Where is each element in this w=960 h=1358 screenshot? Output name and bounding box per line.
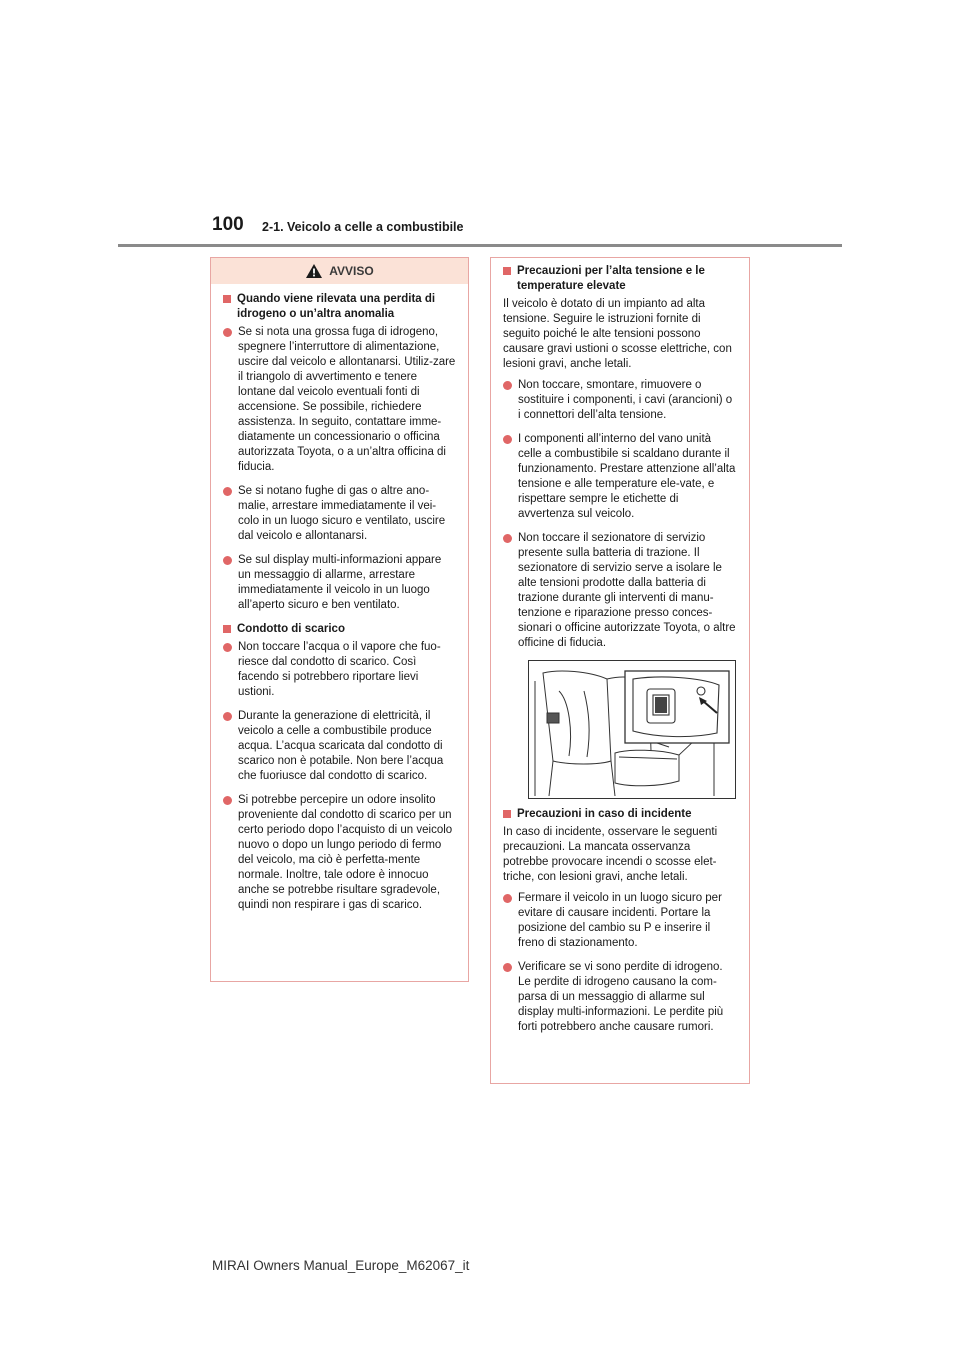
rear-seat-service-plug-illustration	[528, 660, 736, 799]
warning-box	[210, 257, 469, 982]
paragraph: In caso di incidente, osservare le seguenti precauzioni. La mancata osservanza potrebbe provocare incendi o scosse elet-triche, con lesioni gravi, anche letali.	[503, 826, 718, 883]
list-item: Non toccare l’acqua o il vapore che fuo-riesce dal condotto di scarico. Così facendo si potrebbero riportare lievi ustioni.	[223, 640, 456, 700]
section-heading: Condotto di scarico	[223, 622, 456, 637]
section-heading: Quando viene rilevata una perdita di idrogeno o un’altra anomalia	[223, 292, 456, 322]
section-heading: Precauzioni in caso di incidente	[503, 807, 737, 822]
page-number: 100	[212, 214, 244, 235]
round-bullet-icon	[503, 894, 512, 903]
list-item: Non toccare, smontare, rimuovere o sostituire i componenti, i cavi (arancioni) o i connettori dell’alta tensione.	[503, 378, 737, 423]
round-bullet-icon	[223, 487, 232, 496]
square-bullet-icon	[223, 625, 231, 633]
rear-seat-drawing	[529, 661, 735, 798]
warning-box-continued	[490, 257, 750, 1084]
list-item: Se sul display multi-informazioni appare un messaggio di allarme, arrestare immediatamente il veicolo in un luogo all’aperto sicuro e ben ventilato.	[223, 553, 456, 613]
footer-manual-id: MIRAI Owners Manual_Europe_M62067_it	[212, 1258, 470, 1273]
round-bullet-icon	[503, 381, 512, 390]
list-item: Se si nota una grossa fuga di idrogeno, spegnere l’interruttore di alimentazione, uscire dal veicolo e allontanarsi. Utiliz-zare il triangolo di avvertimento e tenere lontane dal veicolo eventuali fonti di accensione. Se possibile, richiedere assistenza. In seguito, contattare imme-diatamente un concessionario o officina autorizzata Toyota, o a un’altra officina di fiducia.	[223, 325, 456, 475]
list-item: Durante la generazione di elettricità, il veicolo a celle a combustibile produce acqua. L’acqua scaricata dal condotto di scarico non è potabile. Non bere l’acqua che fuoriusce dal condotto di scarico.	[223, 709, 456, 784]
round-bullet-icon	[503, 435, 512, 444]
warning-header	[211, 258, 468, 284]
square-bullet-icon	[503, 267, 511, 275]
square-bullet-icon	[503, 810, 511, 818]
round-bullet-icon	[223, 643, 232, 652]
round-bullet-icon	[223, 328, 232, 337]
list-item: I componenti all’interno del vano unità celle a combustibile si scaldano durante il funzionamento. Prestare attenzione all’alta tensione e alle temperature ele-vate, e rispettare sempre le etichette di avvertenza sul veicolo.	[503, 432, 737, 522]
section-title: 2-1. Veicolo a celle a combustibile	[262, 220, 464, 234]
section-heading: Precauzioni per l’alta tensione e le temperature elevate	[503, 264, 737, 294]
round-bullet-icon	[503, 534, 512, 543]
round-bullet-icon	[223, 796, 232, 805]
round-bullet-icon	[223, 712, 232, 721]
round-bullet-icon	[223, 556, 232, 565]
list-item: Verificare se vi sono perdite di idrogeno. Le perdite di idrogeno causano la com-parsa di un messaggio di allarme sul display multi-informazioni. Le perdite più forti potrebbero anche causare rumori.	[503, 960, 737, 1035]
round-bullet-icon	[503, 963, 512, 972]
list-item: Non toccare il sezionatore di servizio presente sulla batteria di trazione. Il sezionatore di servizio serve a isolare le alte tensioni prodotte dalla batteria di trazione durante gli interventi di manu-tenzione e riparazione presso conces-sionari o officine autorizzate Toyota, o altre officine di fiducia.	[503, 531, 737, 651]
warning-triangle-icon	[305, 263, 323, 279]
square-bullet-icon	[223, 295, 231, 303]
list-item: Si potrebbe percepire un odore insolito proveniente dal condotto di scarico per un certo periodo dopo l’acquisto di un veicolo nuovo o dopo un lungo periodo di fermo del veicolo, ma ciò è perfetta-mente normale. Inoltre, tale odore è innocuo anche se potrebbe risultare sgradevole, quindi non respirare i gas di scarico.	[223, 793, 456, 913]
paragraph: Il veicolo è dotato di un impianto ad alta tensione. Seguire le istruzioni fornite di seguito poiché le alte tensioni possono causare gravi ustioni o scosse elettriche, con lesioni gravi, anche letali.	[503, 298, 732, 370]
list-item: Fermare il veicolo in un luogo sicuro per evitare di causare incidenti. Portare la posizione del cambio su P e inserire il freno di stazionamento.	[503, 891, 737, 951]
warning-label: AVVISO	[329, 264, 374, 278]
header-divider	[118, 244, 842, 247]
list-item: Se si notano fughe di gas o altre ano-malie, arrestare immediatamente il vei-colo in un luogo sicuro e ventilato, uscire dal veicolo e allontanarsi.	[223, 484, 456, 544]
